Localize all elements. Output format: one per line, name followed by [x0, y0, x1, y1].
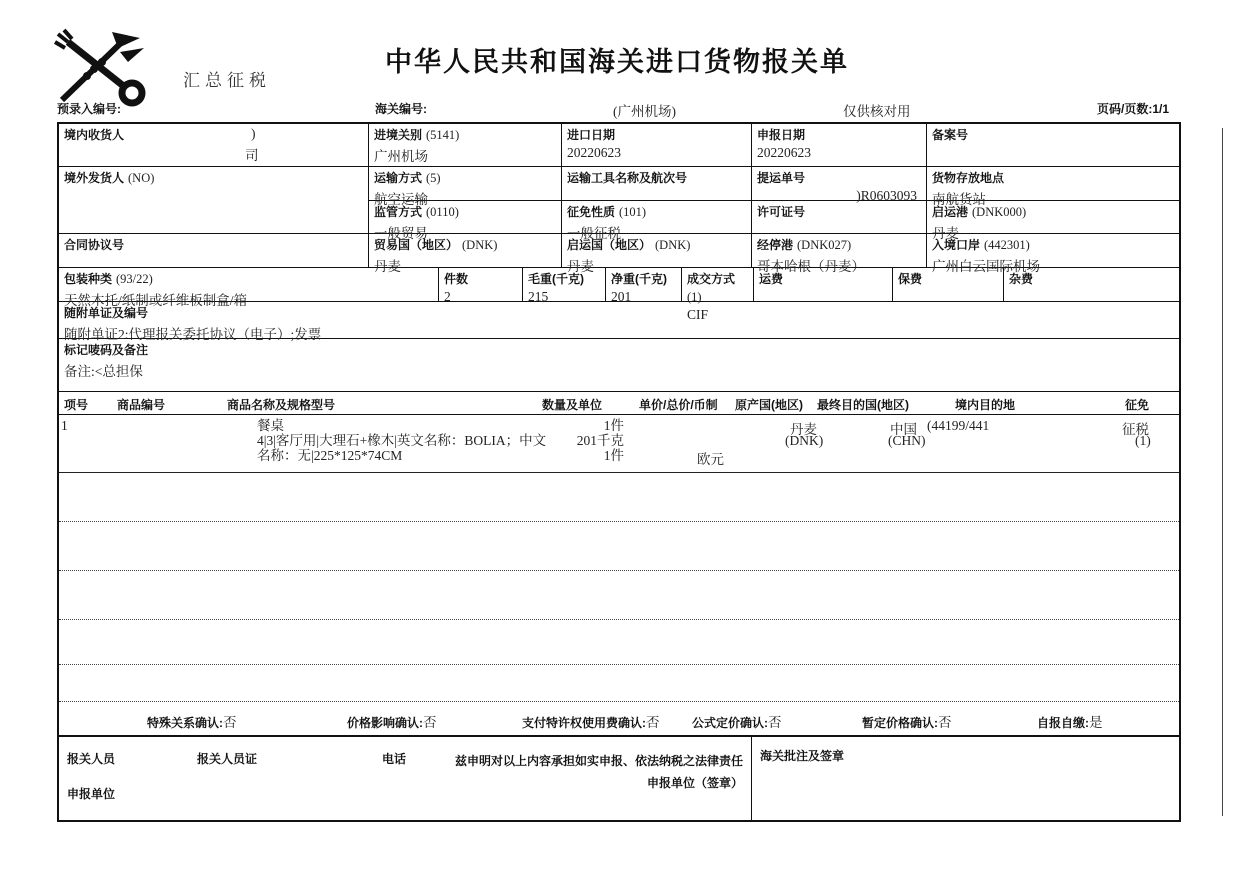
customs-note-label: 海关批注及签章	[760, 749, 845, 763]
goods-divider-dotted-4	[59, 664, 1179, 665]
goods-divider-dotted-3	[59, 619, 1179, 620]
transaction-mode-code: (1)	[687, 290, 702, 304]
levy-nature-value: 一般征税	[567, 226, 621, 241]
supervision-mode-code: (0110)	[426, 205, 459, 219]
goods-header-qty-unit: 数量及单位	[542, 398, 603, 412]
goods-divider-dotted-2	[59, 570, 1179, 571]
item-name-line1: 餐桌	[257, 418, 284, 433]
field-consignee	[59, 124, 369, 167]
item-levy-value: 征税	[1122, 422, 1149, 437]
bl-no-value: )R0603093	[856, 188, 917, 203]
transport-mode-code: (5)	[426, 171, 441, 185]
field-gross-weight	[523, 268, 606, 302]
declarant-cert-label: 报关人员证	[197, 752, 258, 766]
declare-date-label: 申报日期	[757, 128, 806, 142]
goods-header-levy: 征免	[1125, 398, 1150, 412]
confirm-self-declare-pay-label: 自报自缴:	[1037, 716, 1089, 730]
entry-customs-label: 进境关别	[374, 128, 423, 142]
confirm-royalty-payment-label: 支付特许权使用费确认:	[522, 716, 646, 730]
entry-port-code: (442301)	[984, 238, 1030, 252]
confirm-self-declare-pay-value: 是	[1089, 715, 1103, 730]
transport-mode-value: 航空运输	[374, 192, 428, 207]
customs-no-label: 海关编号:	[375, 102, 427, 116]
field-bl-no	[752, 167, 927, 201]
departure-country-value: 丹麦	[567, 259, 594, 274]
declaration-table	[57, 122, 1181, 822]
item-dest-code: (CHN)	[888, 433, 926, 448]
goods-header-name-spec: 商品名称及规格型号	[227, 398, 336, 412]
field-transit-port	[752, 234, 927, 274]
item-no: 1	[61, 418, 68, 433]
confirm-price-influence	[347, 711, 437, 732]
marks-notes-value: 备注:<总担保	[64, 364, 143, 379]
bl-no-label: 提运单号	[757, 171, 806, 185]
field-package-count	[439, 268, 523, 302]
declare-date-value: 20220623	[757, 145, 811, 160]
trade-country-label: 贸易国（地区）	[374, 238, 459, 252]
misc-fees-label: 杂费	[1009, 272, 1034, 286]
phone-label: 电话	[382, 752, 407, 766]
field-transaction-mode	[682, 268, 754, 322]
package-count-label: 件数	[444, 272, 469, 286]
field-departure-port	[927, 201, 1179, 241]
transit-port-code: (DNK027)	[797, 238, 852, 252]
package-count-value: 2	[444, 289, 451, 304]
field-overseas-shipper	[59, 167, 369, 234]
departure-port-label: 启运港	[932, 205, 969, 219]
field-freight	[754, 268, 893, 302]
attached-docs-value: 随附单证2:代理报关委托协议（电子）;发票	[64, 327, 322, 342]
field-record-no	[927, 124, 1179, 167]
license-no-label: 许可证号	[757, 205, 806, 219]
declaration-statement: 兹申明对以上内容承担如实申报、依法纳税之法律责任	[454, 754, 743, 768]
field-transport-name	[562, 167, 752, 201]
overseas-shipper-label: 境外发货人	[64, 171, 125, 185]
confirm-provisional-price	[862, 711, 952, 732]
entry-port-value: 广州白云国际机场	[932, 259, 1040, 274]
levy-nature-label: 征免性质	[567, 205, 616, 219]
page-edge-line	[1222, 128, 1223, 816]
item-name-line3: 名称：无|225*125*74CM	[257, 448, 403, 463]
trade-country-value: 丹麦	[374, 259, 401, 274]
goods-header-dest-country: 最终目的国(地区)	[817, 398, 909, 412]
field-departure-country	[562, 234, 752, 274]
supervision-mode-value: 一般贸易	[374, 226, 428, 241]
record-no-label: 备案号	[932, 128, 969, 142]
declare-unit-signature-label: 申报单位（签章）	[646, 776, 743, 790]
confirm-price-influence-value: 否	[423, 715, 437, 730]
packing-type-code: (93/22)	[116, 272, 153, 286]
consignee-label: 境内收货人	[64, 128, 125, 142]
storage-place-value: 南航货站	[932, 192, 986, 207]
consignee-fragment-2: 司	[245, 148, 259, 163]
pre-entry-no-label: 预录入编号:	[57, 102, 121, 116]
item-dest-country: 中国	[890, 422, 917, 437]
insurance-label: 保费	[898, 272, 923, 286]
field-storage-place	[927, 167, 1179, 207]
gross-weight-label: 毛重(千克)	[528, 272, 584, 286]
confirm-royalty-payment-value: 否	[646, 715, 660, 730]
footer-declarant-cell	[59, 737, 752, 820]
goods-divider-dotted-1	[59, 521, 1179, 522]
transit-port-label: 经停港	[757, 238, 794, 252]
check-only-note: 仅供核对用	[843, 104, 911, 119]
gross-weight-value: 215	[528, 289, 549, 304]
confirm-formula-pricing-value: 否	[768, 715, 782, 730]
port-note: (广州机场)	[613, 104, 676, 119]
item-qty-unit	[479, 418, 624, 463]
confirm-provisional-price-label: 暂定价格确认:	[862, 716, 938, 730]
field-net-weight	[606, 268, 682, 302]
field-insurance	[893, 268, 1004, 302]
import-date-value: 20220623	[567, 145, 621, 160]
transport-mode-label: 运输方式	[374, 171, 423, 185]
confirm-price-influence-label: 价格影响确认:	[347, 716, 423, 730]
declarant-label: 报关人员	[67, 752, 116, 766]
confirm-self-declare-pay	[1037, 711, 1103, 732]
goods-header-item-no: 项号	[64, 398, 89, 412]
field-declare-date	[752, 124, 927, 167]
summary-taxation-stamp: 汇总征税	[183, 71, 271, 90]
entry-customs-value: 广州机场	[374, 149, 428, 164]
item-qty-line2: 201千克	[576, 433, 624, 448]
item-qty-line1: 1件	[603, 418, 624, 433]
marks-notes-label: 标记唛码及备注	[64, 343, 149, 357]
transit-port-value: 哥本哈根（丹麦）	[757, 259, 865, 274]
confirmations-row	[59, 702, 1179, 737]
page-number: 页码/页数:1/1	[1097, 102, 1170, 116]
net-weight-value: 201	[611, 289, 632, 304]
confirm-special-relation	[147, 711, 237, 732]
field-license-no	[752, 201, 927, 234]
storage-place-label: 货物存放地点	[932, 171, 1005, 185]
item-qty-line3: 1件	[603, 448, 624, 463]
departure-country-label: 启运国（地区）	[567, 238, 652, 252]
departure-port-value: 丹麦	[932, 226, 959, 241]
document-title: 中华人民共和国海关进口货物报关单	[385, 47, 849, 77]
declaration-statement-block	[373, 750, 743, 794]
field-contract-no	[59, 234, 369, 268]
confirm-formula-pricing	[692, 711, 782, 732]
field-marks-notes	[59, 339, 1179, 392]
field-levy-nature	[562, 201, 752, 241]
goods-header-domestic-dest: 境内目的地	[955, 398, 1016, 412]
transaction-mode-label: 成交方式	[687, 272, 736, 286]
declare-unit-label: 申报单位	[67, 787, 116, 801]
field-import-date	[562, 124, 752, 167]
field-entry-customs	[369, 124, 562, 167]
confirm-provisional-price-value: 否	[938, 715, 952, 730]
packing-type-value: 天然木托/纸制或纤维板制盒/箱	[64, 293, 248, 308]
trade-country-code: (DNK)	[462, 238, 498, 252]
goods-body	[59, 415, 1179, 702]
item-origin-country: 丹麦	[790, 422, 817, 437]
departure-port-code: (DNK000)	[972, 205, 1027, 219]
item-domestic-dest-code: (44199/441	[927, 418, 990, 433]
consignee-fragment-1: )	[251, 126, 256, 141]
item-name-line2: 4|3|客厅用|大理石+橡木|英文名称：BOLIA；中文	[257, 433, 547, 448]
confirm-royalty-payment	[522, 711, 660, 732]
import-date-label: 进口日期	[567, 128, 616, 142]
field-entry-port	[927, 234, 1179, 274]
field-transport-mode	[369, 167, 562, 207]
goods-divider-solid	[59, 472, 1179, 473]
field-attached-docs	[59, 302, 1179, 342]
goods-header-price: 单价/总价/币制	[639, 398, 718, 412]
entry-port-label: 入境口岸	[932, 238, 981, 252]
transport-name-label: 运输工具名称及航次号	[567, 171, 688, 185]
levy-nature-code: (101)	[619, 205, 647, 219]
field-trade-country	[369, 234, 562, 274]
packing-type-label: 包装种类	[64, 272, 113, 286]
supervision-mode-label: 监管方式	[374, 205, 423, 219]
goods-header-row	[59, 392, 1179, 415]
confirm-special-relation-label: 特殊关系确认:	[147, 716, 223, 730]
goods-header-origin-country: 原产国(地区)	[735, 398, 803, 412]
confirm-formula-pricing-label: 公式定价确认:	[692, 716, 768, 730]
freight-label: 运费	[759, 272, 784, 286]
attached-docs-label: 随附单证及编号	[64, 306, 149, 320]
item-origin-code: (DNK)	[785, 433, 824, 448]
net-weight-label: 净重(千克)	[611, 272, 667, 286]
entry-customs-code: (5141)	[426, 128, 460, 142]
contract-no-label: 合同协议号	[64, 238, 125, 252]
item-levy-code: (1)	[1135, 433, 1151, 448]
transaction-mode-value: CIF	[687, 307, 709, 322]
field-packing-type	[59, 268, 439, 308]
overseas-shipper-code: (NO)	[128, 171, 155, 185]
departure-country-code: (DNK)	[655, 238, 691, 252]
field-supervision-mode	[369, 201, 562, 241]
field-misc-fees	[1004, 268, 1179, 302]
confirm-special-relation-value: 否	[223, 715, 237, 730]
goods-header-commodity-code: 商品编号	[117, 398, 166, 412]
footer-customs-note-cell	[752, 737, 1179, 820]
item-currency: 欧元	[697, 452, 724, 467]
